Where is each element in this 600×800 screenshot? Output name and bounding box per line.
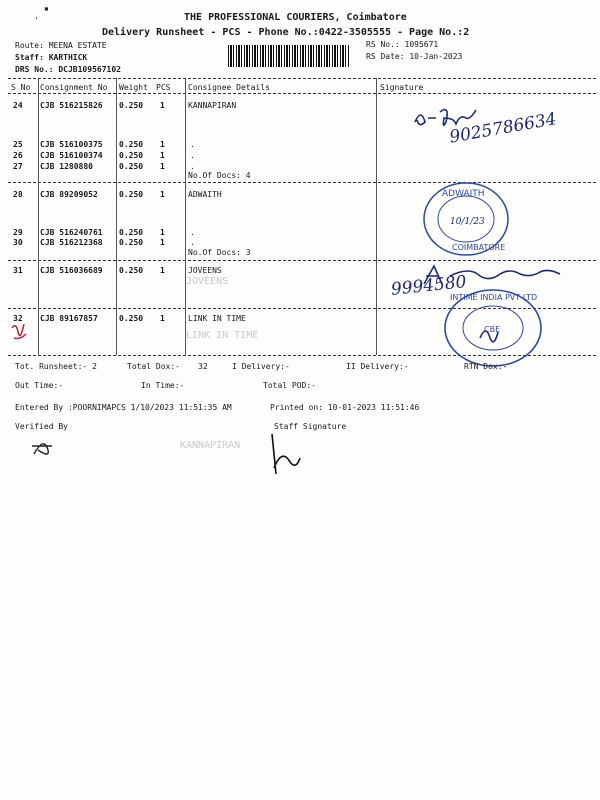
col-consignment: Consignment No — [40, 83, 108, 92]
table-rule — [8, 78, 596, 79]
column-divider — [376, 78, 377, 355]
row-consignee: . — [190, 238, 195, 247]
row-consignee: . — [190, 151, 195, 160]
bleed-through-text: KANNAPIRAN — [180, 440, 241, 451]
row-sno: 27 — [13, 162, 23, 171]
tot-runsheet: Tot. Runsheet:- 2 — [15, 362, 97, 371]
row-pcs: 1 — [160, 140, 165, 149]
stamp-text: CBE — [484, 325, 501, 334]
row-consignee: . — [190, 228, 195, 237]
row-weight: 0.250 — [119, 228, 144, 237]
rtn-dox: RTN Dox:- — [464, 362, 508, 371]
row-consignee: KANNAPIRAN — [188, 101, 237, 110]
row-sno: 31 — [13, 266, 23, 275]
total-pod: Total POD:- — [263, 381, 316, 390]
staff-signature — [264, 430, 304, 476]
drs-number: DRS No.: DCJB109567102 — [15, 65, 121, 74]
verified-signature — [28, 434, 58, 460]
col-signature: Signature — [380, 83, 424, 92]
row-consignment: CJB 516100375 — [40, 140, 103, 149]
table-rule — [8, 260, 596, 261]
docs-count: No.Of Docs: 3 — [188, 248, 251, 257]
stamp-text: COIMBATORE — [452, 243, 506, 252]
scan-mark: ▪ — [44, 4, 49, 13]
column-divider — [38, 78, 39, 355]
handwritten-phone: 9025786634 — [448, 109, 559, 148]
col-pcs: PCS — [156, 83, 171, 92]
bleed-through-text: JOVEENS — [186, 276, 229, 287]
row-pcs: 1 — [160, 228, 165, 237]
barcode — [228, 45, 350, 67]
row-pcs: 1 — [160, 238, 165, 247]
col-weight: Weight — [119, 83, 148, 92]
company-name: THE PROFESSIONAL COURIERS, Coimbatore — [184, 12, 407, 23]
handwritten-phone: 9994580 — [390, 272, 468, 300]
in-time: In Time:- — [141, 381, 185, 390]
row-consignee: . — [190, 162, 195, 171]
col-sno: S No — [11, 83, 31, 92]
row-consignment: CJB 516215826 — [40, 101, 103, 110]
row-sno: 24 — [13, 101, 23, 110]
row-sno: 32 — [13, 314, 23, 323]
row-sno: 29 — [13, 228, 23, 237]
table-rule — [8, 93, 596, 94]
scan-mark: ' — [34, 16, 39, 25]
row-weight: 0.250 — [119, 190, 144, 199]
row-weight: 0.250 — [119, 238, 144, 247]
row-weight: 0.250 — [119, 101, 144, 110]
ii-delivery: II Delivery:- — [346, 362, 409, 371]
stamp-date: 10/1/23 — [450, 217, 485, 227]
row-weight: 0.250 — [119, 140, 144, 149]
column-divider — [185, 78, 186, 355]
staff: Staff: KARTHICK — [15, 53, 88, 62]
row-weight: 0.250 — [119, 266, 144, 275]
staff-signature-label: Staff Signature — [274, 422, 347, 431]
row-pcs: 1 — [160, 151, 165, 160]
row-consignment: CJB 1280880 — [40, 162, 93, 171]
row-consignee: ADWAITH — [188, 190, 222, 199]
row-pcs: 1 — [160, 190, 165, 199]
bleed-through-text: LINK IN TIME — [186, 330, 259, 341]
out-time: Out Time:- — [15, 381, 64, 390]
runsheet-title: Delivery Runsheet - PCS - Phone No.:0422-3505555 - Page No.:2 — [102, 27, 470, 38]
row-consignment: CJB 516240761 — [40, 228, 103, 237]
docs-count: No.Of Docs: 4 — [188, 171, 251, 180]
total-dox-value: 32 — [198, 362, 208, 371]
row-pcs: 1 — [160, 101, 165, 110]
col-consignee: Consignee Details — [188, 83, 270, 92]
rs-number: RS No.: 1095671 — [366, 40, 439, 49]
row-sno: 28 — [13, 190, 23, 199]
route: Route: MEENA ESTATE — [15, 41, 107, 50]
row-consignment: CJB 516100374 — [40, 151, 103, 160]
row-consignee: LINK IN TIME — [188, 314, 246, 323]
entered-by: Entered By :POORNIMAPCS 1/10/2023 11:51:35 AM — [15, 403, 232, 412]
row-sno: 30 — [13, 238, 23, 247]
column-divider — [116, 78, 117, 355]
row-weight: 0.250 — [119, 162, 144, 171]
row-consignment: CJB 89167857 — [40, 314, 98, 323]
row-pcs: 1 — [160, 314, 165, 323]
row-pcs: 1 — [160, 266, 165, 275]
row-sno: 25 — [13, 140, 23, 149]
row-consignment: CJB 89209052 — [40, 190, 98, 199]
row-consignment: CJB 516212368 — [40, 238, 103, 247]
rs-date: RS Date: 10-Jan-2023 — [366, 52, 463, 61]
row-weight: 0.250 — [119, 151, 144, 160]
total-dox: Total Dox:- — [127, 362, 180, 371]
row-weight: 0.250 — [119, 314, 144, 323]
row-consignment: CJB 516036689 — [40, 266, 103, 275]
row-consignee: . — [190, 140, 195, 149]
red-tick-mark — [8, 320, 32, 346]
verified-by: Verified By — [15, 422, 68, 431]
company-stamp-intime — [440, 286, 546, 370]
i-delivery: I Delivery:- — [232, 362, 290, 371]
company-stamp-adwaith — [420, 180, 512, 258]
row-pcs: 1 — [160, 162, 165, 171]
row-consignee: JOVEENS — [188, 266, 222, 275]
printed-on: Printed on: 10-01-2023 11:51:46 — [270, 403, 420, 412]
stamp-text: INTIME INDIA PVT LTD — [450, 293, 538, 302]
row-sno: 26 — [13, 151, 23, 160]
stamp-text: ADWAITH — [442, 189, 485, 199]
